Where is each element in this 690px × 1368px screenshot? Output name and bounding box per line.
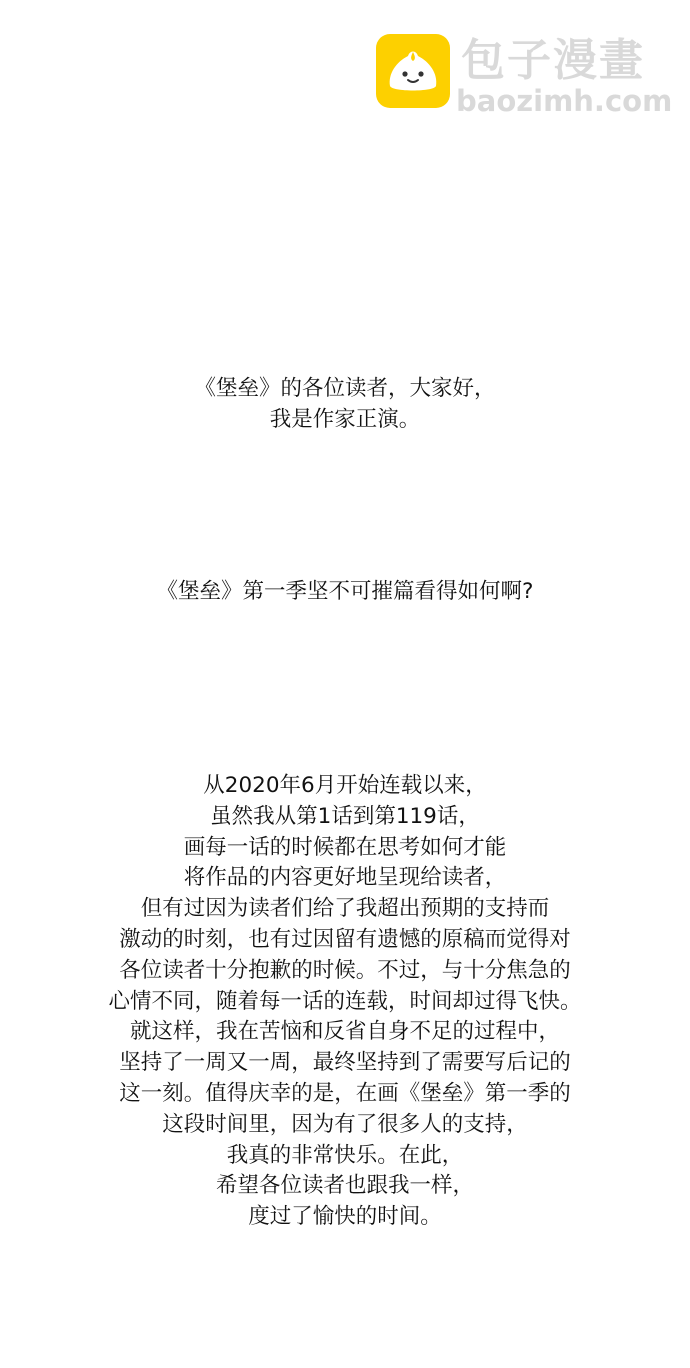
letter-line: 这段时间里，因为有了很多人的支持， bbox=[162, 1111, 528, 1137]
letter-line: 我真的非常快乐。在此， bbox=[226, 1142, 464, 1168]
letter-line: 激动的时刻，也有过因留有遗憾的原稿而觉得对 bbox=[119, 926, 571, 952]
question-line: 《堡垒》第一季坚不可摧篇看得如何啊? bbox=[156, 579, 534, 604]
question-block bbox=[0, 577, 690, 608]
greeting-line: 《堡垒》的各位读者，大家好， bbox=[194, 376, 496, 401]
greeting-block bbox=[0, 374, 690, 436]
letter-line: 从2020年6月开始连载以来， bbox=[203, 773, 487, 798]
letter-line: 心情不同，随着每一话的连载，时间却过得飞快。 bbox=[108, 988, 582, 1014]
letter-line: 虽然我从第1话到第119话， bbox=[210, 803, 480, 829]
watermark-url: baozimh.com bbox=[456, 84, 673, 118]
letter-line: 坚持了一周又一周，最终坚持到了需要写后记的 bbox=[119, 1050, 571, 1076]
letter-line: 希望各位读者也跟我一样， bbox=[215, 1173, 474, 1199]
letter-line: 就这样，我在苦恼和反省自身不足的过程中， bbox=[129, 1019, 560, 1045]
greeting-line: 我是作家正演。 bbox=[269, 406, 421, 432]
letter-line: 度过了愉快的时间。 bbox=[248, 1204, 442, 1230]
watermark-title: 包子漫畫 bbox=[461, 35, 645, 86]
watermark-logo bbox=[376, 34, 676, 118]
letter-line: 这一刻。值得庆幸的是，在画《堡垒》第一季的 bbox=[119, 1080, 571, 1106]
letter-line: 各位读者十分抱歉的时候。不过，与十分焦急的 bbox=[119, 957, 571, 983]
bun-mascot-icon bbox=[376, 34, 450, 108]
letter-line: 但有过因为读者们给了我超出预期的支持而 bbox=[140, 896, 550, 922]
letter-line: 将作品的内容更好地呈现给读者， bbox=[183, 865, 507, 891]
letter-line: 画每一话的时候都在思考如何才能 bbox=[183, 834, 507, 860]
afterword-letter bbox=[0, 771, 690, 1233]
